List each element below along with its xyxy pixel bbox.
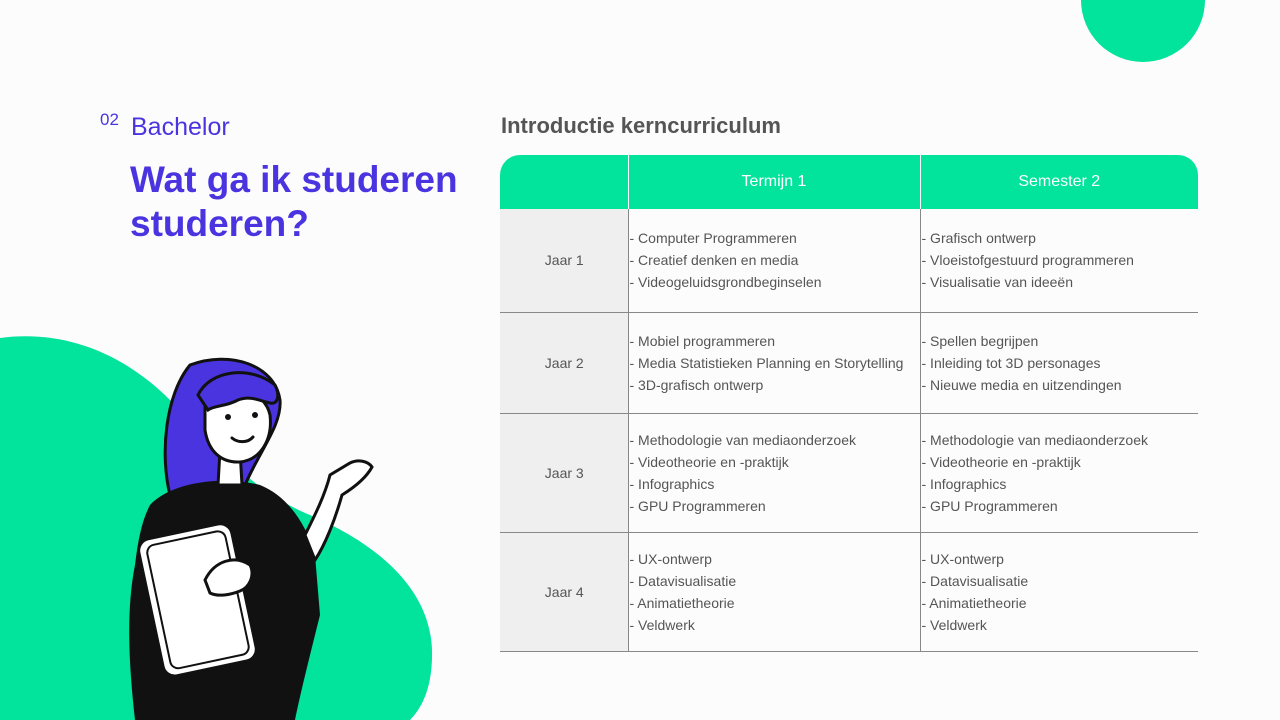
course-item: - Videogeluidsgrondbeginselen xyxy=(629,274,822,291)
course-item: - Grafisch ontwerp xyxy=(921,230,1036,247)
course-item: - GPU Programmeren xyxy=(629,497,766,514)
header-cell-term1: Termijn 1 xyxy=(628,155,920,209)
term1-cell xyxy=(628,209,920,312)
course-item: - Datavisualisatie xyxy=(921,572,1029,589)
year-cell: Jaar 3 xyxy=(500,413,628,532)
course-item: - UX-ontwerp xyxy=(921,550,1004,567)
table-title: Introductie kerncurriculum xyxy=(501,113,781,138)
section-number: 02 xyxy=(100,110,119,129)
course-item: - Animatietheorie xyxy=(629,594,735,611)
header-cell-empty xyxy=(500,155,628,209)
table-row xyxy=(500,312,1198,413)
course-item: - Computer Programmeren xyxy=(629,230,797,247)
year-cell: Jaar 4 xyxy=(500,532,628,651)
term1-cell xyxy=(628,312,920,413)
course-item: - Visualisatie van ideeën xyxy=(921,274,1074,291)
table-row xyxy=(500,209,1198,312)
course-item: - Inleiding tot 3D personages xyxy=(921,354,1101,371)
term2-cell xyxy=(920,312,1198,413)
year-cell: Jaar 2 xyxy=(500,312,628,413)
course-item: - Veldwerk xyxy=(921,616,987,633)
term2-cell xyxy=(920,209,1198,312)
course-item: - Nieuwe media en uitzendingen xyxy=(921,376,1122,393)
course-item: - Videotheorie en -praktijk xyxy=(629,453,789,470)
course-item: - Methodologie van mediaonderzoek xyxy=(921,431,1148,448)
course-item: - Vloeistofgestuurd programmeren xyxy=(921,252,1134,269)
course-item: - Mobiel programmeren xyxy=(629,332,775,349)
course-item: - 3D-grafisch ontwerp xyxy=(629,376,764,393)
table-header-row xyxy=(500,155,1198,209)
curriculum-table-container xyxy=(500,155,1198,652)
course-item: - UX-ontwerp xyxy=(629,550,712,567)
course-item: - Infographics xyxy=(629,475,715,492)
year-cell: Jaar 1 xyxy=(500,209,628,312)
course-item: - GPU Programmeren xyxy=(921,497,1058,514)
term2-cell xyxy=(920,413,1198,532)
course-item: - Creatief denken en media xyxy=(629,252,799,269)
course-item: - Datavisualisatie xyxy=(629,572,737,589)
woman-holding-book-illustration xyxy=(110,355,380,720)
course-item: - Methodologie van mediaonderzoek xyxy=(629,431,856,448)
course-item: - Spellen begrijpen xyxy=(921,332,1039,349)
course-item: - Videotheorie en -praktijk xyxy=(921,453,1081,470)
table-row xyxy=(500,413,1198,532)
decorative-circle xyxy=(1080,0,1210,64)
page-title: Wat ga ik studeren studeren? xyxy=(130,159,458,244)
term2-cell xyxy=(920,532,1198,651)
term1-cell xyxy=(628,413,920,532)
section-name: Bachelor xyxy=(131,113,230,141)
course-item: - Media Statistieken Planning en Storytelling xyxy=(629,354,904,371)
course-item: - Infographics xyxy=(921,475,1007,492)
curriculum-table xyxy=(500,155,1198,652)
term1-cell xyxy=(628,532,920,651)
course-item: - Veldwerk xyxy=(629,616,695,633)
course-item: - Animatietheorie xyxy=(921,594,1027,611)
table-row xyxy=(500,532,1198,651)
header-cell-term2: Semester 2 xyxy=(920,155,1198,209)
